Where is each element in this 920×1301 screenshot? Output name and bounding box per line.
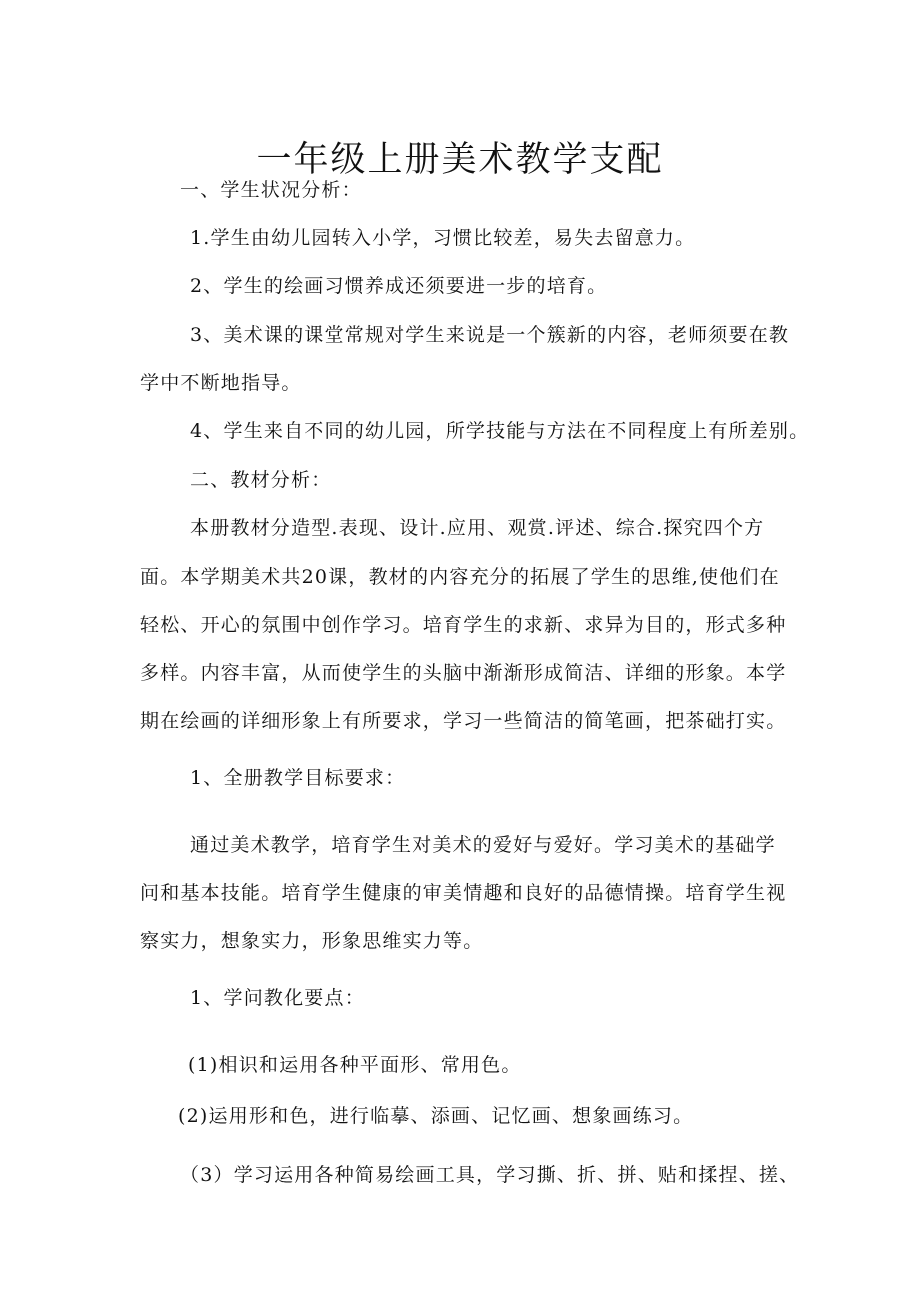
document-title: 一年级上册美术教学支配	[256, 140, 664, 181]
paragraph-line: 4、学生来自不同的幼儿园，所学技能与方法在不同程度上有所差别。	[190, 420, 810, 442]
paragraph-line: 学中不断地指导。	[140, 372, 302, 394]
paragraph-line: 2、学生的绘画习惯养成还须要进一步的培育。	[190, 275, 608, 297]
paragraph-line: 面。本学期美术共20课，教材的内容充分的拓展了学生的思维,使他们在	[140, 566, 780, 588]
subsection-heading-key-points: 1、学问教化要点：	[190, 987, 365, 1009]
paragraph-line: 通过美术教学，培育学生对美术的爱好与爱好。学习美术的基础学	[190, 834, 776, 856]
paragraph-line: 期在绘画的详细形象上有所要求，学习一些简洁的简笔画，把茶础打实。	[140, 710, 787, 732]
section-heading-textbook-analysis: 二、教材分析：	[190, 469, 332, 491]
list-item: (1)相识和运用各种平面形、常用色。	[188, 1054, 522, 1076]
paragraph-line: 多样。内容丰富，从而使学生的头脑中渐渐形成简洁、详细的形象。本学	[140, 662, 787, 684]
paragraph-line: 3、美术课的课堂常规对学生来说是一个簇新的内容，老师须要在教	[190, 324, 790, 346]
paragraph-line: 问和基本技能。培育学生健康的审美情趣和良好的品德情操。培育学生视	[140, 882, 787, 904]
paragraph-line: 轻松、开心的氛围中创作学习。培育学生的求新、求异为目的，形式多种	[140, 614, 787, 636]
section-heading-student-analysis: 一、学生状况分析：	[180, 179, 362, 201]
paragraph-line: 察实力，想象实力，形象思维实力等。	[140, 930, 484, 952]
paragraph-line: 1.学生由幼儿园转入小学，习惯比较差，易失去留意力。	[190, 227, 696, 249]
list-item: （3）学习运用各种简易绘画工具，学习撕、折、拼、贴和揉捏、搓、	[180, 1164, 800, 1186]
paragraph-line: 本册教材分造型.表现、设计.应用、观赏.评述、综合.探究四个方	[190, 517, 765, 539]
list-item: (2)运用形和色，进行临摹、添画、记忆画、想象画练习。	[178, 1105, 694, 1127]
subsection-heading-goals: 1、全册教学目标要求：	[190, 767, 406, 789]
